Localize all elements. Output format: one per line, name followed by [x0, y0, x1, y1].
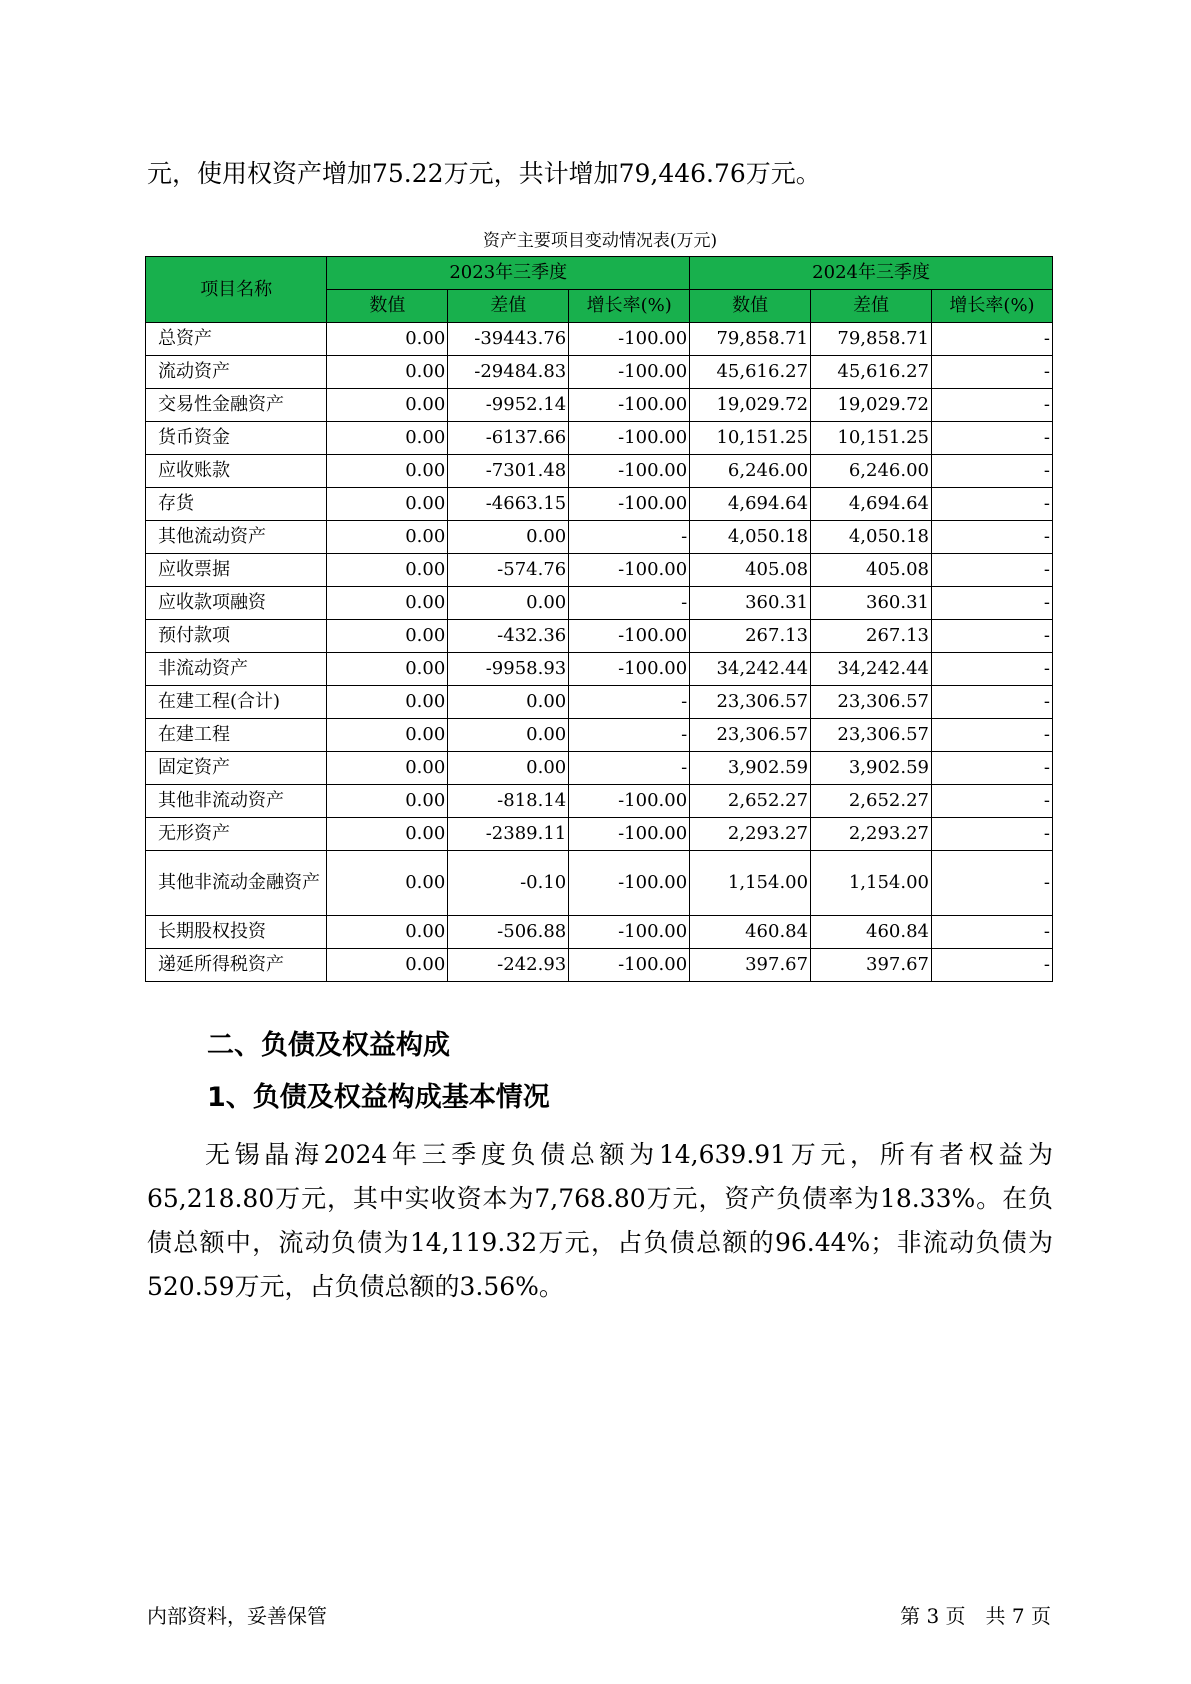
table-row	[146, 653, 1053, 686]
header-diff-2023: 差值	[448, 290, 569, 323]
table-row	[146, 422, 1053, 455]
cell-growth-2023: -100.00	[569, 554, 690, 587]
cell-value-2023: 0.00	[327, 949, 448, 982]
cell-item-name: 交易性金融资产	[146, 389, 327, 422]
cell-growth-2024: -	[932, 785, 1053, 818]
cell-value-2024: 460.84	[690, 916, 811, 949]
cell-value-2024: 2,652.27	[690, 785, 811, 818]
cell-diff-2023: -9952.14	[448, 389, 569, 422]
cell-diff-2023: -29484.83	[448, 356, 569, 389]
cell-value-2024: 360.31	[690, 587, 811, 620]
cell-diff-2023: -9958.93	[448, 653, 569, 686]
cell-growth-2024: -	[932, 554, 1053, 587]
cell-value-2023: 0.00	[327, 851, 448, 916]
table-row	[146, 356, 1053, 389]
asset-change-table	[145, 256, 1053, 982]
cell-diff-2024: 267.13	[811, 620, 932, 653]
cell-growth-2023: -100.00	[569, 653, 690, 686]
cell-growth-2023: -100.00	[569, 422, 690, 455]
cell-item-name: 在建工程	[146, 719, 327, 752]
cell-growth-2023: -	[569, 686, 690, 719]
cell-diff-2024: 23,306.57	[811, 686, 932, 719]
cell-growth-2024: -	[932, 323, 1053, 356]
header-item-name: 项目名称	[146, 257, 327, 323]
cell-growth-2023: -	[569, 752, 690, 785]
cell-diff-2023: -432.36	[448, 620, 569, 653]
cell-item-name: 应收款项融资	[146, 587, 327, 620]
cell-diff-2023: -6137.66	[448, 422, 569, 455]
cell-diff-2023: 0.00	[448, 752, 569, 785]
table-header	[146, 257, 1053, 323]
cell-diff-2023: -39443.76	[448, 323, 569, 356]
cell-diff-2024: 460.84	[811, 916, 932, 949]
cell-value-2023: 0.00	[327, 785, 448, 818]
cell-growth-2023: -100.00	[569, 356, 690, 389]
cell-value-2024: 19,029.72	[690, 389, 811, 422]
cell-item-name: 其他流动资产	[146, 521, 327, 554]
table-caption: 资产主要项目变动情况表(万元)	[482, 231, 718, 251]
table-row	[146, 916, 1053, 949]
cell-value-2023: 0.00	[327, 422, 448, 455]
cell-growth-2024: -	[932, 949, 1053, 982]
cell-diff-2024: 10,151.25	[811, 422, 932, 455]
cell-value-2023: 0.00	[327, 554, 448, 587]
cell-growth-2024: -	[932, 455, 1053, 488]
cell-growth-2024: -	[932, 422, 1053, 455]
cell-value-2024: 23,306.57	[690, 686, 811, 719]
cell-diff-2023: -2389.11	[448, 818, 569, 851]
header-period-2023: 2023年三季度	[327, 257, 690, 290]
header-diff-2024: 差值	[811, 290, 932, 323]
cell-growth-2024: -	[932, 521, 1053, 554]
footer-page-number: 第 3 页 共 7 页	[900, 1604, 1051, 1628]
cell-item-name: 预付款项	[146, 620, 327, 653]
cell-growth-2023: -100.00	[569, 323, 690, 356]
cell-growth-2023: -100.00	[569, 785, 690, 818]
table-row	[146, 587, 1053, 620]
footer-confidential-note: 内部资料，妥善保管	[147, 1604, 327, 1628]
table-row	[146, 785, 1053, 818]
cell-growth-2024: -	[932, 719, 1053, 752]
cell-item-name: 非流动资产	[146, 653, 327, 686]
liabilities-paragraph: 无锡晶海2024年三季度负债总额为14,639.91万元，所有者权益为65,218.80万元，其中实收资本为7,768.80万元，资产负债率为18.33%。在负债总额中，流动负债为14,119.32万元，占负债总额的96.44%；非流动负债为520.59万元，占负债总额的3.56%。	[147, 1140, 1053, 1301]
table-body	[146, 323, 1053, 982]
cell-growth-2024: -	[932, 488, 1053, 521]
table-row	[146, 389, 1053, 422]
cell-diff-2023: -7301.48	[448, 455, 569, 488]
cell-item-name: 固定资产	[146, 752, 327, 785]
header-value-2023: 数值	[327, 290, 448, 323]
cell-value-2024: 34,242.44	[690, 653, 811, 686]
table-row	[146, 323, 1053, 356]
cell-value-2023: 0.00	[327, 719, 448, 752]
table-row	[146, 455, 1053, 488]
table-row	[146, 488, 1053, 521]
cell-diff-2024: 19,029.72	[811, 389, 932, 422]
table-row	[146, 949, 1053, 982]
cell-growth-2023: -100.00	[569, 389, 690, 422]
cell-diff-2023: -506.88	[448, 916, 569, 949]
cell-value-2024: 2,293.27	[690, 818, 811, 851]
cell-growth-2023: -	[569, 719, 690, 752]
cell-item-name: 存货	[146, 488, 327, 521]
cell-diff-2023: -818.14	[448, 785, 569, 818]
cell-growth-2024: -	[932, 916, 1053, 949]
table-row	[146, 521, 1053, 554]
cell-diff-2024: 1,154.00	[811, 851, 932, 916]
header-period-2024: 2024年三季度	[690, 257, 1053, 290]
header-value-2024: 数值	[690, 290, 811, 323]
cell-item-name: 应收账款	[146, 455, 327, 488]
cell-value-2024: 79,858.71	[690, 323, 811, 356]
cell-diff-2024: 23,306.57	[811, 719, 932, 752]
cell-diff-2023: -0.10	[448, 851, 569, 916]
cell-value-2023: 0.00	[327, 455, 448, 488]
cell-growth-2023: -100.00	[569, 851, 690, 916]
cell-growth-2024: -	[932, 752, 1053, 785]
cell-value-2023: 0.00	[327, 521, 448, 554]
cell-item-name: 长期股权投资	[146, 916, 327, 949]
cell-item-name: 无形资产	[146, 818, 327, 851]
cell-value-2024: 3,902.59	[690, 752, 811, 785]
cell-growth-2024: -	[932, 851, 1053, 916]
cell-diff-2024: 45,616.27	[811, 356, 932, 389]
cell-diff-2024: 6,246.00	[811, 455, 932, 488]
table-row	[146, 818, 1053, 851]
cell-value-2023: 0.00	[327, 323, 448, 356]
cell-diff-2024: 79,858.71	[811, 323, 932, 356]
section-heading: 二、负债及权益构成	[207, 1030, 450, 1061]
cell-diff-2024: 397.67	[811, 949, 932, 982]
cell-growth-2023: -100.00	[569, 949, 690, 982]
cell-value-2023: 0.00	[327, 620, 448, 653]
cell-value-2023: 0.00	[327, 488, 448, 521]
cell-item-name: 其他非流动资产	[146, 785, 327, 818]
cell-item-name: 应收票据	[146, 554, 327, 587]
table-row	[146, 686, 1053, 719]
table-row	[146, 554, 1053, 587]
cell-value-2023: 0.00	[327, 356, 448, 389]
cell-diff-2023: 0.00	[448, 686, 569, 719]
cell-value-2023: 0.00	[327, 818, 448, 851]
cell-value-2024: 397.67	[690, 949, 811, 982]
cell-value-2024: 45,616.27	[690, 356, 811, 389]
cell-diff-2024: 3,902.59	[811, 752, 932, 785]
cell-value-2023: 0.00	[327, 653, 448, 686]
cell-growth-2023: -100.00	[569, 620, 690, 653]
cell-item-name: 流动资产	[146, 356, 327, 389]
table-row	[146, 851, 1053, 916]
cell-value-2023: 0.00	[327, 752, 448, 785]
header-growth-2024: 增长率(%)	[932, 290, 1053, 323]
cell-growth-2024: -	[932, 686, 1053, 719]
cell-diff-2023: 0.00	[448, 719, 569, 752]
cell-value-2023: 0.00	[327, 916, 448, 949]
cell-growth-2023: -100.00	[569, 488, 690, 521]
table-row	[146, 620, 1053, 653]
cell-value-2024: 23,306.57	[690, 719, 811, 752]
cell-diff-2023: -4663.15	[448, 488, 569, 521]
cell-diff-2024: 4,694.64	[811, 488, 932, 521]
cell-diff-2023: 0.00	[448, 521, 569, 554]
cell-value-2024: 1,154.00	[690, 851, 811, 916]
cell-value-2024: 10,151.25	[690, 422, 811, 455]
cell-diff-2023: -242.93	[448, 949, 569, 982]
cell-value-2024: 405.08	[690, 554, 811, 587]
table-row	[146, 752, 1053, 785]
cell-diff-2024: 2,293.27	[811, 818, 932, 851]
cell-growth-2023: -	[569, 587, 690, 620]
cell-growth-2024: -	[932, 620, 1053, 653]
cell-value-2023: 0.00	[327, 587, 448, 620]
cell-diff-2024: 34,242.44	[811, 653, 932, 686]
cell-item-name: 在建工程(合计)	[146, 686, 327, 719]
header-growth-2023: 增长率(%)	[569, 290, 690, 323]
cell-growth-2023: -	[569, 521, 690, 554]
table-row	[146, 719, 1053, 752]
cell-diff-2024: 405.08	[811, 554, 932, 587]
cell-growth-2024: -	[932, 356, 1053, 389]
cell-growth-2023: -100.00	[569, 455, 690, 488]
cell-value-2024: 4,694.64	[690, 488, 811, 521]
cell-diff-2024: 4,050.18	[811, 521, 932, 554]
cell-diff-2024: 360.31	[811, 587, 932, 620]
cell-growth-2024: -	[932, 389, 1053, 422]
cell-value-2024: 4,050.18	[690, 521, 811, 554]
cell-growth-2024: -	[932, 587, 1053, 620]
cell-value-2023: 0.00	[327, 686, 448, 719]
cell-value-2023: 0.00	[327, 389, 448, 422]
cell-growth-2024: -	[932, 653, 1053, 686]
cell-value-2024: 6,246.00	[690, 455, 811, 488]
cell-item-name: 总资产	[146, 323, 327, 356]
cell-value-2024: 267.13	[690, 620, 811, 653]
subsection-heading: 1、负债及权益构成基本情况	[207, 1082, 550, 1113]
cell-diff-2023: 0.00	[448, 587, 569, 620]
intro-paragraph-line: 元，使用权资产增加75.22万元，共计增加79,446.76万元。	[147, 159, 821, 188]
cell-growth-2024: -	[932, 818, 1053, 851]
cell-growth-2023: -100.00	[569, 916, 690, 949]
cell-item-name: 其他非流动金融资产	[146, 851, 327, 916]
cell-diff-2024: 2,652.27	[811, 785, 932, 818]
cell-item-name: 货币资金	[146, 422, 327, 455]
cell-growth-2023: -100.00	[569, 818, 690, 851]
cell-item-name: 递延所得税资产	[146, 949, 327, 982]
cell-diff-2023: -574.76	[448, 554, 569, 587]
